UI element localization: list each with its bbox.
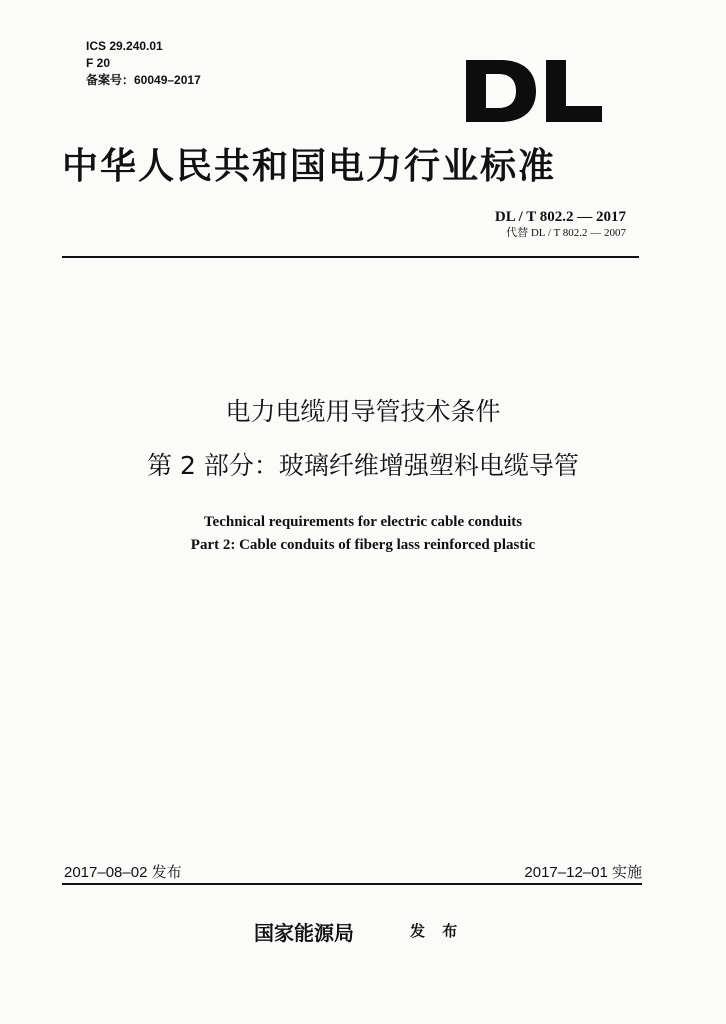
standard-category-title: 中华人民共和国电力行业标准 [62,145,557,187]
top-divider [62,256,639,258]
class-code: F 20 [86,56,111,70]
standard-code-block [495,208,626,241]
standard-code: DL / T 802.2 — 2017 [494,209,626,225]
issuing-authority: 国家能源局 [254,921,354,945]
replaced-standard: 代替 DL / T 802.2 — 2007 [506,227,626,239]
classification-block [86,38,201,89]
chinese-title-line-2: 第 2 部分：玻璃纤维增强塑料电缆导管 [147,451,579,480]
issue-date: 2017–08–02 发布 [64,864,182,881]
english-title-line-2: Part 2: Cable conduits of fiberg lass reinforced plastic [190,537,536,553]
effective-date: 2017–12–01 实施 [524,864,642,881]
english-title-line-1: Technical requirements for electric cable conduits [203,514,523,530]
issue-label: 发 布 [410,922,464,940]
filing-number: 备案号：60049–2017 [86,73,201,87]
bottom-divider [62,883,642,885]
dl-logo [466,60,602,122]
ics-code: ICS 29.240.01 [86,39,163,53]
chinese-title-line-1: 电力电缆用导管技术条件 [225,397,501,426]
